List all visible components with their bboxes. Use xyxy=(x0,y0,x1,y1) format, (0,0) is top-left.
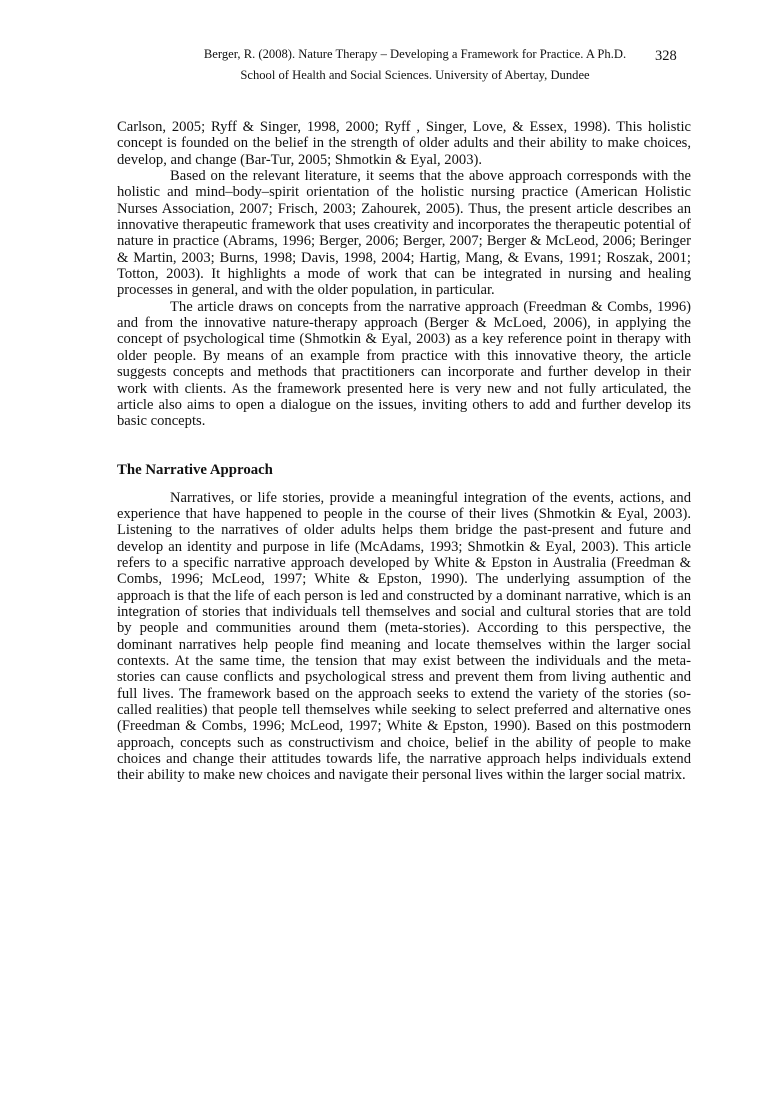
body-text xyxy=(117,119,691,784)
paragraph-article-overview: The article draws on concepts from the narrative approach (Freedman & Combs, 1996) and from the innovative nature-therapy approach (Berger & McLoed, 2006), in applying the concept of psychological time (Shmotkin & Eyal, 2003) as a key reference point in therapy with older people. By means of an example from practice with this innovative theory, the article suggests concepts and methods that practitioners can incorporate and further develop in their work with clients. As the framework presented here is very new and not fully articulated, the article also aims to open a dialogue on the issues, inviting others to add and further develop its basic concepts. xyxy=(117,298,691,430)
paragraph-continuation: Carlson, 2005; Ryff & Singer, 1998, 2000; Ryff , Singer, Love, & Essex, 1998). This holistic concept is founded on the belief in the strength of older adults and their ability to make choices, develop, and change (Bar-Tur, 2005; Shmotkin & Eyal, 2003). xyxy=(117,119,691,168)
header-citation-line-1: Berger, R. (2008). Nature Therapy – Developing a Framework for Practice. A Ph.D. xyxy=(203,47,627,61)
running-header xyxy=(150,44,680,86)
header-citation-line-2: School of Health and Social Sciences. University of Abertay, Dundee xyxy=(240,68,590,82)
section-heading: The Narrative Approach xyxy=(117,461,273,478)
paragraph-holistic-framework: Based on the relevant literature, it seems that the above approach corresponds with the holistic and mind–body–spirit orientation of the holistic nursing practice (American Holistic Nurses Association, 2007; Frisch, 2003; Zahourek, 2005). Thus, the present article describes an innovative therapeutic framework that uses creativity and incorporates the therapeutic potential of nature in practice (Abrams, 1996; Berger, 2006; Berger, 2007; Berger & McLeod, 2006; Beringer & Martin, 2003; Burns, 1998; Davis, 1998, 2004; Hartig, Mang, & Evans, 1991; Roszak, 2001; Totton, 2003). It highlights a mode of work that can be integrated in nursing and healing processes in general, and with the older population, in particular. xyxy=(117,168,691,299)
page-number: 328 xyxy=(655,48,677,64)
paragraph-narrative-approach: Narratives, or life stories, provide a meaningful integration of the events, actions, and experience that have happened to people in the course of their lives (Shmotkin & Eyal, 2003). Listening to the narratives of older adults helps them bridge the past-present and future and develop an identity and purpose in life (McAdams, 1993; Shmotkin & Eyal, 2003). This article refers to a specific narrative approach developed by White & Epston in Australia (Freedman & Combs, 1996; McLeod, 1997; White & Epston, 1990). The underlying assumption of the approach is that the life of each person is led and constructed by a dominant narrative, which is an integration of stories that individuals tell themselves and social and cultural stories that are told by people and communities around them (meta-stories). According to this perspective, the dominant narratives help people find meaning and locate themselves within the larger social contexts. At the same time, the tension that may exist between the individuals and the meta-stories can cause conflicts and psychological stress and prevent them from living authentic and full lives. The framework based on the approach seeks to extend the variety of the stories (so-called realities) that people tell themselves while seeking to select preferred and alternative ones (Freedman & Combs, 1996; McLeod, 1997; White & Epston, 1990). Based on this postmodern approach, concepts such as constructivism and choice, belief in the ability of people to make choices and change their attitudes towards life, the narrative approach helps individuals extend their ability to make new choices and navigate their personal lives within the larger social matrix. xyxy=(117,489,691,784)
